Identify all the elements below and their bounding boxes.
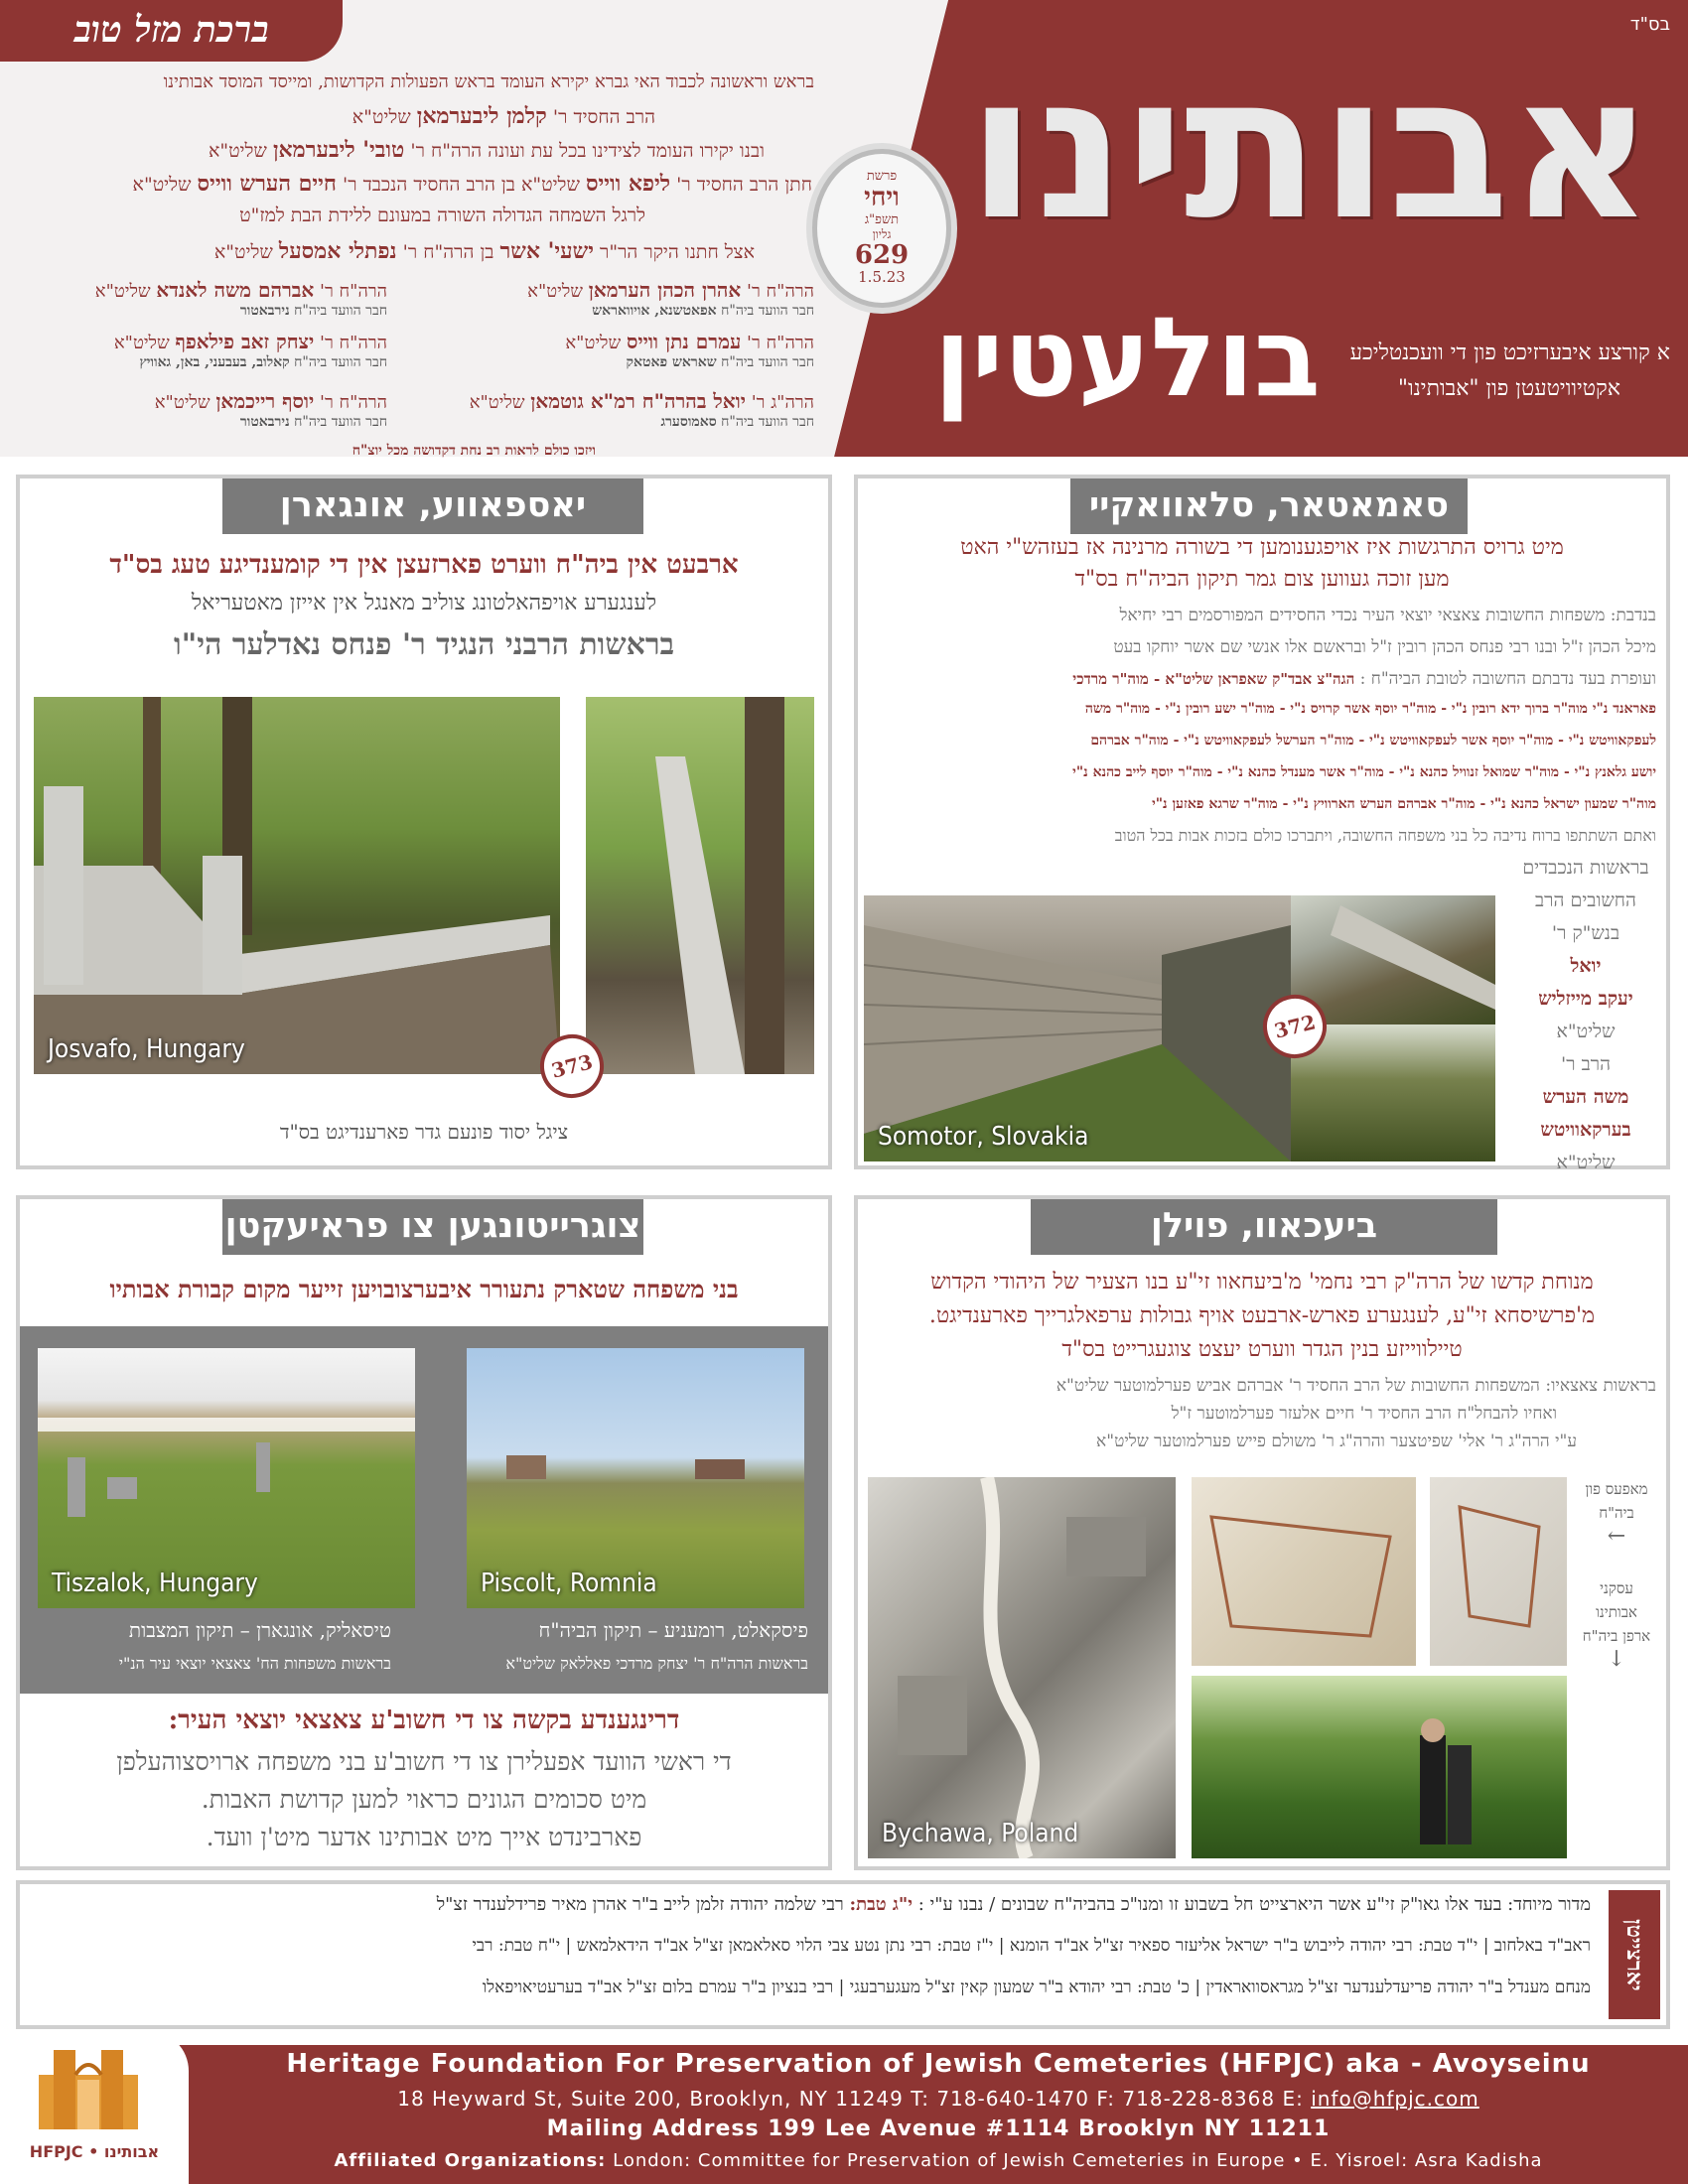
somotor-side-4: יעקב מייזליש (1538, 988, 1633, 1010)
section-josvafo-heading: יאספאווע, אונגארן (222, 478, 643, 534)
somotor-p4: פאראנד נ"י מוה"ר ברוך ידא רובין נ"י - מוה"ר יוסף אשר קרויס נ"י - מוה"ר ישע רובין נ"י - מוה"ר משה (1084, 701, 1656, 717)
parsha-label: פרשת (866, 169, 898, 184)
ready-left-line-1: טיסאליק, אונגארן – תיקון המצבות (128, 1618, 391, 1642)
somotor-lead-2: מען זוכה געווען צום גמר תיקון הביה"ח בס"ד (1074, 567, 1450, 592)
section-bychawa (854, 1195, 1670, 1870)
josvafo-badge: 373 (533, 1027, 611, 1105)
somotor-side-1: החשובים הרב (1535, 889, 1636, 911)
parsha-name: ויחי (864, 183, 900, 212)
ready-appeal-3: פארבינדט אייך מיט אבותינו אדער מיט'ן וועד. (206, 1823, 642, 1851)
somotor-photo-graves (1291, 1024, 1495, 1161)
masthead-tagline-2: אקטיוויטעטן פון "אבותינו" (1397, 376, 1620, 401)
ready-right-caption: Piscolt, Romnia (481, 1569, 657, 1598)
ready-right-line-2: בראשות הרה"ח ר' יצחק מרדכי פאללאק שליט"א (505, 1654, 808, 1673)
member-1-pre: הרה"ח ר' (747, 281, 814, 302)
bychawa-photo-map-1 (1192, 1477, 1416, 1666)
mazel-line-6 (214, 238, 755, 264)
somotor-side-7: משה הערש (1542, 1086, 1629, 1108)
member-5-role: חבר הוועד ביה"ח (721, 414, 814, 430)
mazel-line-5: לרגל השמחה הגדולה השורה במעונם ללידת הבת למז"ט (239, 205, 645, 226)
mazel-line-4a: חתן הרב החסיד ר' (676, 174, 812, 196)
bychawa-maps-label-1: מאפעס פון (1585, 1480, 1648, 1498)
bychawa-lead-1: מנוחת קדשו של הרה"ק רבי נחמי' מ'ביעחאוו זי"ע בנו הצעיר של היהודי הקדוש (930, 1270, 1594, 1295)
somotor-caption: Somotor, Slovakia (878, 1122, 1089, 1152)
ready-appeal-title: דרינגענדע בקשה צו די חשוב'ע צאצאי יוצאי העיר: (168, 1706, 680, 1735)
footer-org: Heritage Foundation For Preservation of Jewish Cemeteries (HFPJC) aka - Avoyseinu (286, 2049, 1591, 2079)
josvafo-lead-2: לענגערע אויפהאלטונג צוליב מאנגל אין אייזן מאטעריאל (191, 591, 657, 615)
member-3 (565, 330, 814, 371)
member-3-name: עמרם נתן ווייס (626, 330, 742, 353)
mazel-tov-banner-text: ברכת מזל טוב (73, 9, 269, 51)
somotor-side-0: בראשות הנכבדים (1522, 857, 1649, 879)
somotor-photo-wall (864, 895, 1291, 1161)
somotor-photo-slope-svg (1291, 895, 1495, 1024)
masthead-tagline-1: א קורצע איבערזיכט פון די וועכנטליכע (1349, 341, 1670, 365)
member-1-name: אהרן הכהן הערמאן (588, 278, 742, 302)
member-5-place: סאמוסערג (660, 414, 717, 430)
member-2-name: אברהם משה לאנדא (156, 278, 315, 302)
footer-address-line (209, 2087, 1668, 2111)
bychawa-p2: ואחיו להבחל"ח הרב החסיד ר' חיים אלעזר פערלמוטער ז"ל (1171, 1404, 1557, 1424)
member-1-role: חבר הוועד ביה"ח (721, 303, 814, 319)
bychawa-photo-aerial (868, 1477, 1176, 1858)
issue-medallion (812, 149, 951, 308)
mazel-line-6a: אצל חתנו היקר הר"ר (600, 241, 755, 263)
ready-left-photo (38, 1348, 415, 1608)
yahrzeit-line-1a: מדור מיוחד: בעד אלו גאו"ק זי"ע אשר היארצייט חל בשבוע זו ומנו"כ בהביה"ח שבונים / נבנו ע"י : (917, 1894, 1591, 1915)
bychawa-p3: ע"י הרה"ג ר' אלי' שפיטצער והרה"ג ר' משולם פייש פערלמוטער שליט"א (1096, 1432, 1577, 1451)
mazel-line-3a: ובנו יקירו העומד לצידינו בכל עת ועונה הרה"ח ר' (410, 140, 765, 162)
member-5 (470, 389, 814, 431)
bychawa-p1: בראשות צאצאיו: המשפחות החשובות של הרב החסיד ר' אברהם אביש פערלמוטער שליט"א (1055, 1376, 1656, 1396)
mazel-line-2a: הרב החסיד ר' (552, 106, 655, 128)
ready-right-line-1: פיסקאלט, רומעניע – תיקון הביה"ח (538, 1618, 808, 1642)
mazel-line-1: בראש וראשונה לכבוד האי גברא יקירא העומד בראש הפעולות הקדושות, ומייסד המוסד אבותינו (163, 71, 814, 92)
member-6-pre: הרה"ח ר' (320, 392, 387, 413)
mazel-line-6e: שליט"א (213, 241, 273, 263)
somotor-side-5: שליט"א (1556, 1021, 1616, 1042)
yahrzeit-line-2: ראב"ד באלחוב | י"ד טבת: רבי יהודה לייבוש ב"ר ישראל אליעזר ספאיר זצ"ל אב"ד הומנא | י"ז טבת: רבי נתן נטע צבי הלוי סאלאמאן זצ"ל אב"ד הידאלמאש | י"ח טבת: רבי (472, 1936, 1591, 1956)
yahrzeit-line-3: מנחם מענדל ב"ר יהודה פריעדלענדער זצ"ל מגראסוואראדין | כ' טבת: רבי יהודא ב"ר שמעון קאין זצ"ל מעגערבעגי | רבי בנציון ב"ר עמרם בלום זצ"ל אב"ד בערעטיאויפאלו (482, 1978, 1591, 1997)
footer (0, 2045, 1688, 2184)
josvafo-photo-wall-svg (34, 697, 560, 1074)
bychawa-photo-map-2-svg (1430, 1477, 1567, 1666)
somotor-side-6: הרב ר' (1560, 1053, 1611, 1075)
member-5-pre: הרה"ג ר' (751, 392, 814, 413)
mazel-closing: ויזכו כולם לראות רב נחת דקדושה מכל יוצ"ח (352, 443, 596, 459)
somotor-side-3: יואל (1570, 955, 1602, 977)
member-4 (114, 330, 387, 371)
footer-address: 18 Heyward St, Suite 200, Brooklyn, NY 11249 T: 718-640-1470 F: 718-228-8368 E: (397, 2087, 1304, 2111)
mazel-line-3c: שליט"א (208, 140, 267, 162)
ready-appeal-1: די ראשי הוועד אפעלירן צו די חשוב'ע בני משפחה ארויסצוהעלפן (116, 1747, 732, 1776)
mazel-line-2 (352, 103, 655, 129)
masthead (0, 0, 1688, 457)
member-3-role: חבר הוועד ביה"ח (721, 354, 814, 370)
bychawa-scan-label (1577, 1576, 1656, 1672)
issue-label: גליון (872, 227, 892, 241)
member-1-suf: שליט"א (527, 281, 584, 302)
josvafo-photo-path-svg (586, 697, 814, 1074)
mazel-line-6c: בן הרה"ח ר' (402, 241, 494, 263)
somotor-p1: בנדבת: משפחות החשובות צאצאי יוצאי העיר נכדי החסידים המפורסמים רבי יחיאל (1119, 606, 1656, 625)
bychawa-photo-site-svg (1192, 1676, 1567, 1858)
member-2-role: חבר הוועד ביה"ח (294, 303, 387, 319)
bychawa-caption: Bychawa, Poland (882, 1819, 1079, 1848)
masthead-subtitle: בולעטין (933, 294, 1321, 421)
mazel-line-4e: שליט"א (132, 174, 192, 196)
ready-appeal-2: מיט סכומים הגונים כראוי למען קדושת האבות. (201, 1785, 647, 1814)
bychawa-photo-map-1-svg (1192, 1477, 1416, 1666)
member-2 (95, 278, 387, 320)
bychawa-lead-2: מ'פרשיסחא זי"ע, לענגערע פארש-ארבעט אויף גבולות ערפאלגרייך פארענדיגט. (928, 1303, 1596, 1328)
somotor-p3b: הגה"צ אבד"ק שאפראן שליט"א - מוה"ר מרדכי (1072, 670, 1355, 688)
footer-affiliated-line (209, 2150, 1668, 2171)
josvafo-lead-1: ארבעט אין ביה"ח ווערט פארזעצן אין די קומענדיגע טעג בס"ד (109, 550, 739, 580)
bychawa-maps-label-2: ביה"ח (1599, 1504, 1634, 1522)
arrow-down-icon: ↓ (1607, 1647, 1626, 1672)
member-5-name: יואל בהרה"ח רמ"א גוטמאן (530, 389, 746, 413)
member-1 (527, 278, 814, 320)
member-3-place: שאראש פאטאק (626, 354, 717, 370)
member-2-pre: הרה"ח ר' (320, 281, 387, 302)
mazel-line-4c: שליט"א בן הרב החסיד הנכבד ר' (343, 174, 580, 196)
member-6-name: יוסף רייכמאן (215, 389, 315, 413)
footer-affiliated-label: Affiliated Organizations: (334, 2150, 607, 2171)
mazel-line-4 (133, 171, 812, 197)
bychawa-photo-aerial-svg (868, 1477, 1176, 1858)
member-3-pre: הרה"ח ר' (747, 333, 814, 353)
ready-right-photo (467, 1348, 804, 1608)
member-4-name: יצחק זאב פילאפף (175, 330, 315, 353)
somotor-side-2: בנש"ק ר' (1551, 922, 1620, 944)
section-ready (16, 1195, 832, 1870)
mazel-line-2c: שליט"א (352, 106, 411, 128)
section-somotor-heading: סאמאטאר, סלאוואקיי (1070, 478, 1468, 534)
year: תשפ"ג (864, 212, 900, 227)
mazel-tov-banner (0, 0, 343, 62)
somotor-p3 (1072, 669, 1656, 689)
footer-affiliated: London: Committee for Preservation of Jewish Cemeteries in Europe • E. Yisroel: Asra Kadisha (613, 2150, 1543, 2171)
somotor-p3a: ועופרת בעד נדבתם החשובה לטובת הביה"ח : (1359, 669, 1656, 689)
bychawa-scan-label-3: ארפן ביה"ח (1582, 1627, 1651, 1645)
gate-logo-icon (34, 2045, 143, 2134)
yahrzeit-line-1b: י"ג טבת: (849, 1894, 913, 1915)
member-2-suf: שליט"א (94, 281, 151, 302)
ready-lead: בני משפחה שטארק נתעורר איבערצובויען זייער מקום קבורת אבותיו (109, 1275, 739, 1303)
somotor-p5: לעפקאוויטש נ"י - מוה"ר יוסף אשר לעפקאוויטש נ"י - מוה"ר הערשל לעפקאוויטש נ"י - מוה"ר אברהם (1090, 733, 1656, 749)
mazel-line-4d: חיים הערש ווייס (197, 171, 337, 197)
member-4-suf: שליט"א (113, 333, 170, 353)
member-6-place: נירבאטור (239, 414, 290, 430)
footer-logo-label: HFPJC • אבותינו (29, 2142, 160, 2161)
issue-date: 1.5.23 (858, 268, 906, 286)
mazel-line-3b: טובי' ליבערמאן (272, 137, 405, 163)
section-somotor (854, 475, 1670, 1173)
josvafo-photo-wall (34, 697, 560, 1074)
mazel-line-6b: ישעי' אשר (499, 238, 594, 264)
member-4-place: קאלוב, בעבעני, באן, גאוויץ (139, 354, 290, 370)
yahrzeit-line-1c: רבי שלמה יהודה זלמן לייב ב"ר אהרן מאיר פרידלענדר זצ"ל (436, 1894, 844, 1915)
yahrzeit-section (16, 1880, 1670, 2029)
bychawa-maps-label (1577, 1477, 1656, 1549)
mazel-line-2b: קלמן ליבערמאן (416, 103, 547, 129)
mazel-line-4b: ליפא ווייס (585, 171, 671, 197)
masthead-title: אבותינו (967, 33, 1654, 264)
bychawa-lead-3: טיילווייזע בנין הגדר ווערט יעצט צוגעגרייט בס"ד (1061, 1337, 1463, 1362)
member-5-suf: שליט"א (469, 392, 525, 413)
member-4-pre: הרה"ח ר' (320, 333, 387, 353)
issue-number: 629 (854, 240, 910, 270)
somotor-side-8: בערקאוויטש (1540, 1119, 1631, 1141)
section-bychawa-heading: ביעכאוו, פוילן (1031, 1199, 1497, 1255)
member-2-place: נירבאטור (239, 303, 290, 319)
member-6-suf: שליט"א (154, 392, 211, 413)
somotor-p2: מיכל הכהן ז"ל ובנו רבי פנחס הכהן רובין ז"ל ובראשם אלו אנשי שם אשר יוחקו בעט (1113, 637, 1656, 657)
yahrzeit-line-1 (437, 1894, 1591, 1915)
section-ready-heading: צוגרייטונגען צו פראיעקטן (222, 1199, 643, 1255)
footer-logo-block (0, 2031, 189, 2184)
top-label: בס"ד (1629, 14, 1670, 35)
josvafo-photo-path (586, 697, 814, 1074)
bychawa-scan-label-2: אבותינו (1596, 1603, 1637, 1621)
footer-email-link[interactable]: info@hfpjc.com (1311, 2087, 1479, 2111)
mazel-line-3 (209, 137, 765, 163)
bychawa-photo-map-2 (1430, 1477, 1567, 1666)
arrow-left-icon: ← (1607, 1524, 1626, 1549)
member-1-place: אפאטשנא, אויוואראש (592, 303, 717, 319)
somotor-lead-1: מיט גרויס התרגשות איז אויפגענומען די בשורה מרנינה אז בעזהש"י האט (960, 535, 1564, 560)
bychawa-photo-site (1192, 1676, 1567, 1858)
member-4-role: חבר הוועד ביה"ח (294, 354, 387, 370)
footer-mailing: Mailing Address 199 Lee Avenue #1114 Brooklyn NY 11211 (546, 2116, 1331, 2141)
ready-left-line-2: בראשות משפחות הח' צאצאי יוצאי עיר הנ"י (118, 1654, 391, 1673)
member-3-suf: שליט"א (565, 333, 622, 353)
josvafo-photo-caption: ציגל יסוד פונעם גדר פארענדיגט בס"ד (279, 1120, 569, 1144)
member-6 (155, 389, 387, 431)
josvafo-caption: Josvafo, Hungary (48, 1034, 245, 1064)
somotor-badge: 372 (1256, 988, 1334, 1065)
yahrzeit-side-text: יארצייטן (1621, 1918, 1647, 1991)
member-6-role: חבר הוועד ביה"ח (294, 414, 387, 430)
section-josvafo (16, 475, 832, 1169)
somotor-side-list (1511, 852, 1660, 1179)
somotor-p7: מוה"ר שמעון ישראל כהנא נ"י - מוה"ר אברהם הערש הארוויץ נ"י - מוה"ר שרגא פאזען נ"י (1152, 796, 1656, 812)
somotor-p6: יושע גלאנץ נ"י - מוה"ר שמואל זנוויל כהנא נ"י - מוה"ר אשר מענדל כהנא נ"י - מוה"ר יוסף לייב כהנא נ"י (1072, 764, 1656, 780)
mazel-line-6d: נפתלי אמסעל (278, 238, 397, 264)
ready-left-caption: Tiszalok, Hungary (52, 1569, 258, 1598)
bychawa-scan-label-1: עסקני (1600, 1579, 1633, 1597)
somotor-side-9: שליט"א (1556, 1152, 1616, 1173)
yahrzeit-side-label (1609, 1890, 1660, 2019)
somotor-photo-slope (1291, 895, 1495, 1024)
josvafo-lead-3: בראשות הרבני הנגיד ר' פנחס נאדלער הי"ו (173, 627, 675, 662)
somotor-p8: ואתם השתתפו ברוח נדיבה כל בני משפחה החשובה, ויתברכו כולם בזכות אבות בכל הטוב (1114, 826, 1656, 845)
